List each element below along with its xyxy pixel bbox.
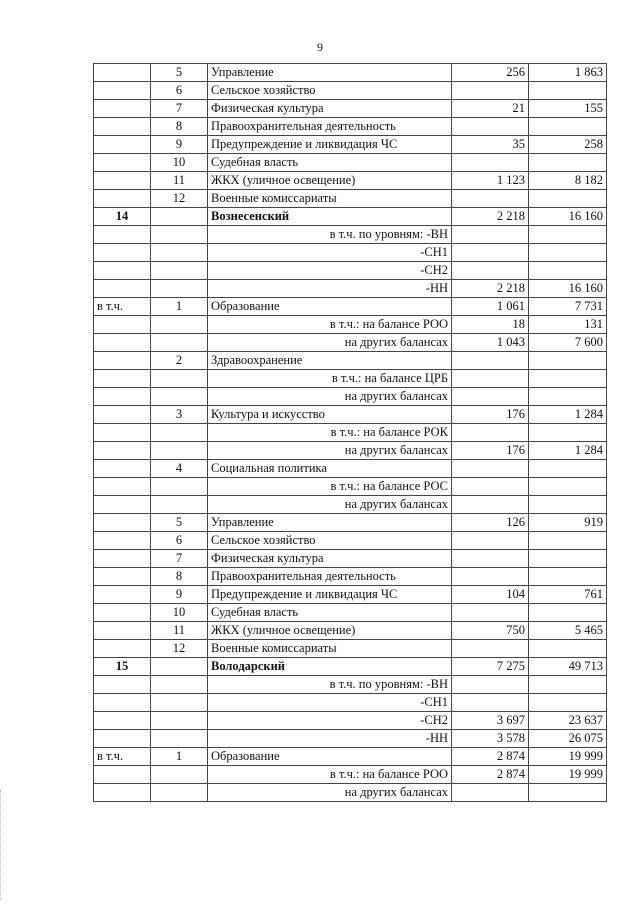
row-name-cell: Управление — [208, 64, 452, 82]
sub-row — [94, 766, 607, 784]
table-row — [94, 622, 607, 640]
row-number-cell: 12 — [151, 190, 208, 208]
value-col1-cell — [452, 424, 529, 442]
table-row — [94, 298, 607, 316]
table-row — [94, 352, 607, 370]
value-col1-cell — [452, 262, 529, 280]
value-col1-cell: 2 218 — [452, 208, 529, 226]
budget-table-body — [94, 64, 607, 802]
row-label-cell — [94, 640, 151, 658]
row-label-cell — [94, 424, 151, 442]
row-name-cell: ЖКХ (уличное освещение) — [208, 172, 452, 190]
value-col2-cell: 1 284 — [529, 406, 607, 424]
row-label-cell — [94, 316, 151, 334]
row-number-cell: 6 — [151, 532, 208, 550]
row-label-cell — [94, 622, 151, 640]
row-number-cell — [151, 442, 208, 460]
table-row — [94, 64, 607, 82]
value-col1-cell: 104 — [452, 586, 529, 604]
district-row — [94, 208, 607, 226]
row-number-cell: 11 — [151, 172, 208, 190]
row-label-cell — [94, 100, 151, 118]
row-name-cell: Вознесенский — [208, 208, 452, 226]
value-col2-cell: 761 — [529, 586, 607, 604]
row-number-cell: 2 — [151, 352, 208, 370]
row-name-cell: Физическая культура — [208, 550, 452, 568]
row-name-cell: на других балансах — [208, 496, 452, 514]
table-row — [94, 406, 607, 424]
row-name-cell: в т.ч.: на балансе РОО — [208, 316, 452, 334]
row-name-cell: в т.ч.: на балансе РОС — [208, 478, 452, 496]
table-row — [94, 82, 607, 100]
value-col1-cell — [452, 784, 529, 802]
row-label-cell — [94, 82, 151, 100]
row-name-cell: на других балансах — [208, 388, 452, 406]
row-number-cell — [151, 730, 208, 748]
table-row — [94, 190, 607, 208]
table-row — [94, 532, 607, 550]
row-number-cell: 7 — [151, 550, 208, 568]
table-row — [94, 118, 607, 136]
row-name-cell: -СН2 — [208, 262, 452, 280]
row-number-cell: 5 — [151, 64, 208, 82]
value-col1-cell — [452, 190, 529, 208]
sub-row — [94, 712, 607, 730]
row-label-cell — [94, 334, 151, 352]
row-name-cell: Социальная политика — [208, 460, 452, 478]
row-label-cell: в т.ч. — [94, 298, 151, 316]
value-col1-cell: 1 043 — [452, 334, 529, 352]
row-number-cell: 8 — [151, 118, 208, 136]
value-col2-cell — [529, 676, 607, 694]
value-col2-cell: 919 — [529, 514, 607, 532]
value-col1-cell: 750 — [452, 622, 529, 640]
row-number-cell — [151, 244, 208, 262]
row-label-cell — [94, 370, 151, 388]
row-label-cell: 14 — [94, 208, 151, 226]
row-label-cell — [94, 514, 151, 532]
value-col2-cell: 1 284 — [529, 442, 607, 460]
sub-row — [94, 370, 607, 388]
value-col2-cell — [529, 460, 607, 478]
value-col2-cell — [529, 370, 607, 388]
row-label-cell — [94, 154, 151, 172]
row-label-cell — [94, 280, 151, 298]
sub-row — [94, 442, 607, 460]
value-col1-cell: 1 123 — [452, 172, 529, 190]
value-col2-cell: 16 160 — [529, 208, 607, 226]
table-row — [94, 748, 607, 766]
row-label-cell — [94, 478, 151, 496]
row-number-cell — [151, 712, 208, 730]
value-col2-cell: 7 731 — [529, 298, 607, 316]
row-label-cell — [94, 388, 151, 406]
value-col2-cell — [529, 226, 607, 244]
value-col2-cell: 258 — [529, 136, 607, 154]
table-row — [94, 100, 607, 118]
row-name-cell: Предупреждение и ликвидация ЧС — [208, 586, 452, 604]
row-name-cell: Правоохранительная деятельность — [208, 568, 452, 586]
sub-row — [94, 730, 607, 748]
value-col2-cell: 1 863 — [529, 64, 607, 82]
row-number-cell: 5 — [151, 514, 208, 532]
row-name-cell: на других балансах — [208, 784, 452, 802]
row-number-cell: 9 — [151, 136, 208, 154]
row-number-cell: 10 — [151, 154, 208, 172]
row-name-cell: Военные комиссариаты — [208, 190, 452, 208]
row-number-cell: 4 — [151, 460, 208, 478]
row-name-cell: Правоохранительная деятельность — [208, 118, 452, 136]
row-name-cell: Предупреждение и ликвидация ЧС — [208, 136, 452, 154]
sub-row — [94, 694, 607, 712]
value-col1-cell — [452, 154, 529, 172]
row-number-cell — [151, 388, 208, 406]
row-number-cell — [151, 694, 208, 712]
value-col2-cell: 19 999 — [529, 748, 607, 766]
row-name-cell: Сельское хозяйство — [208, 82, 452, 100]
value-col1-cell: 256 — [452, 64, 529, 82]
row-name-cell: -НН — [208, 730, 452, 748]
row-label-cell — [94, 604, 151, 622]
row-number-cell — [151, 784, 208, 802]
row-number-cell — [151, 766, 208, 784]
table-row — [94, 154, 607, 172]
row-label-cell — [94, 352, 151, 370]
row-number-cell — [151, 496, 208, 514]
table-row — [94, 136, 607, 154]
row-label-cell — [94, 136, 151, 154]
row-label-cell — [94, 496, 151, 514]
value-col1-cell — [452, 550, 529, 568]
row-name-cell: -СН1 — [208, 244, 452, 262]
row-number-cell — [151, 676, 208, 694]
row-number-cell: 6 — [151, 82, 208, 100]
row-number-cell — [151, 658, 208, 676]
value-col1-cell — [452, 568, 529, 586]
sub-row — [94, 784, 607, 802]
value-col2-cell: 26 075 — [529, 730, 607, 748]
row-label-cell — [94, 64, 151, 82]
row-number-cell: 11 — [151, 622, 208, 640]
value-col2-cell: 49 713 — [529, 658, 607, 676]
sub-row — [94, 388, 607, 406]
row-number-cell: 12 — [151, 640, 208, 658]
sub-row — [94, 424, 607, 442]
value-col2-cell — [529, 154, 607, 172]
table-row — [94, 586, 607, 604]
budget-table — [93, 63, 607, 802]
value-col2-cell: 155 — [529, 100, 607, 118]
row-label-cell — [94, 406, 151, 424]
value-col2-cell: 8 182 — [529, 172, 607, 190]
row-name-cell: на других балансах — [208, 442, 452, 460]
row-label-cell: в т.ч. — [94, 748, 151, 766]
row-name-cell: -НН — [208, 280, 452, 298]
row-name-cell: -СН1 — [208, 694, 452, 712]
row-number-cell: 8 — [151, 568, 208, 586]
row-number-cell — [151, 478, 208, 496]
row-label-cell — [94, 550, 151, 568]
value-col2-cell: 131 — [529, 316, 607, 334]
row-name-cell: Военные комиссариаты — [208, 640, 452, 658]
value-col2-cell — [529, 352, 607, 370]
value-col1-cell — [452, 460, 529, 478]
row-label-cell — [94, 118, 151, 136]
table-row — [94, 460, 607, 478]
row-name-cell: на других балансах — [208, 334, 452, 352]
row-number-cell: 9 — [151, 586, 208, 604]
value-col1-cell — [452, 604, 529, 622]
row-number-cell — [151, 262, 208, 280]
table-row — [94, 640, 607, 658]
row-name-cell: Образование — [208, 298, 452, 316]
row-name-cell: в т.ч. по уровням: -ВН — [208, 226, 452, 244]
value-col1-cell: 1 061 — [452, 298, 529, 316]
sub-row — [94, 226, 607, 244]
value-col2-cell — [529, 388, 607, 406]
row-label-cell — [94, 244, 151, 262]
value-col1-cell: 126 — [452, 514, 529, 532]
value-col1-cell: 2 218 — [452, 280, 529, 298]
row-label-cell — [94, 460, 151, 478]
value-col2-cell — [529, 532, 607, 550]
value-col1-cell: 3 578 — [452, 730, 529, 748]
value-col2-cell — [529, 568, 607, 586]
value-col1-cell: 2 874 — [452, 766, 529, 784]
row-name-cell: Володарский — [208, 658, 452, 676]
row-label-cell — [94, 262, 151, 280]
value-col1-cell: 18 — [452, 316, 529, 334]
row-number-cell: 1 — [151, 748, 208, 766]
table-row — [94, 568, 607, 586]
row-label-cell: 15 — [94, 658, 151, 676]
table-row — [94, 550, 607, 568]
row-number-cell — [151, 370, 208, 388]
value-col1-cell — [452, 640, 529, 658]
row-number-cell — [151, 316, 208, 334]
row-label-cell — [94, 172, 151, 190]
row-name-cell: Физическая культура — [208, 100, 452, 118]
table-row — [94, 172, 607, 190]
sub-row — [94, 676, 607, 694]
value-col2-cell — [529, 190, 607, 208]
value-col2-cell — [529, 262, 607, 280]
row-number-cell — [151, 208, 208, 226]
value-col2-cell: 16 160 — [529, 280, 607, 298]
row-name-cell: Судебная власть — [208, 604, 452, 622]
value-col2-cell — [529, 694, 607, 712]
row-name-cell: в т.ч.: на балансе РОО — [208, 766, 452, 784]
row-label-cell — [94, 226, 151, 244]
value-col2-cell — [529, 784, 607, 802]
value-col2-cell: 5 465 — [529, 622, 607, 640]
value-col1-cell: 21 — [452, 100, 529, 118]
value-col1-cell — [452, 694, 529, 712]
row-number-cell — [151, 226, 208, 244]
value-col1-cell — [452, 244, 529, 262]
row-label-cell — [94, 766, 151, 784]
page-number: 9 — [317, 40, 323, 54]
value-col1-cell — [452, 676, 529, 694]
row-label-cell — [94, 730, 151, 748]
value-col2-cell — [529, 478, 607, 496]
value-col1-cell — [452, 352, 529, 370]
row-label-cell — [94, 442, 151, 460]
table-row — [94, 514, 607, 532]
sub-row — [94, 334, 607, 352]
row-number-cell — [151, 424, 208, 442]
value-col2-cell: 23 637 — [529, 712, 607, 730]
value-col1-cell: 176 — [452, 406, 529, 424]
value-col1-cell — [452, 388, 529, 406]
row-label-cell — [94, 676, 151, 694]
row-number-cell: 7 — [151, 100, 208, 118]
value-col1-cell: 7 275 — [452, 658, 529, 676]
value-col1-cell: 35 — [452, 136, 529, 154]
value-col2-cell — [529, 496, 607, 514]
value-col1-cell — [452, 82, 529, 100]
sub-row — [94, 262, 607, 280]
row-label-cell — [94, 568, 151, 586]
row-name-cell: Образование — [208, 748, 452, 766]
row-name-cell: -СН2 — [208, 712, 452, 730]
value-col1-cell: 3 697 — [452, 712, 529, 730]
row-label-cell — [94, 712, 151, 730]
value-col2-cell — [529, 118, 607, 136]
value-col2-cell — [529, 424, 607, 442]
value-col2-cell — [529, 604, 607, 622]
row-number-cell — [151, 280, 208, 298]
value-col1-cell — [452, 370, 529, 388]
sub-row — [94, 316, 607, 334]
row-label-cell — [94, 586, 151, 604]
row-number-cell: 10 — [151, 604, 208, 622]
row-label-cell — [94, 784, 151, 802]
value-col1-cell — [452, 118, 529, 136]
row-name-cell: ЖКХ (уличное освещение) — [208, 622, 452, 640]
row-number-cell: 1 — [151, 298, 208, 316]
row-name-cell: в т.ч.: на балансе РОК — [208, 424, 452, 442]
row-number-cell — [151, 334, 208, 352]
value-col1-cell: 176 — [452, 442, 529, 460]
value-col2-cell — [529, 82, 607, 100]
value-col2-cell: 19 999 — [529, 766, 607, 784]
sub-row — [94, 280, 607, 298]
sub-row — [94, 244, 607, 262]
row-number-cell: 3 — [151, 406, 208, 424]
scan-edge-artifact — [0, 790, 7, 900]
sub-row — [94, 496, 607, 514]
value-col1-cell — [452, 532, 529, 550]
row-name-cell: Здравоохранение — [208, 352, 452, 370]
row-name-cell: Культура и искусство — [208, 406, 452, 424]
row-name-cell: Сельское хозяйство — [208, 532, 452, 550]
row-name-cell: Управление — [208, 514, 452, 532]
row-name-cell: в т.ч. по уровням: -ВН — [208, 676, 452, 694]
row-label-cell — [94, 532, 151, 550]
district-row — [94, 658, 607, 676]
value-col2-cell: 7 600 — [529, 334, 607, 352]
value-col2-cell — [529, 550, 607, 568]
value-col1-cell — [452, 478, 529, 496]
row-label-cell — [94, 190, 151, 208]
row-name-cell: в т.ч.: на балансе ЦРБ — [208, 370, 452, 388]
sub-row — [94, 478, 607, 496]
value-col1-cell: 2 874 — [452, 748, 529, 766]
row-label-cell — [94, 694, 151, 712]
table-row — [94, 604, 607, 622]
value-col2-cell — [529, 640, 607, 658]
row-name-cell: Судебная власть — [208, 154, 452, 172]
value-col1-cell — [452, 496, 529, 514]
value-col2-cell — [529, 244, 607, 262]
value-col1-cell — [452, 226, 529, 244]
